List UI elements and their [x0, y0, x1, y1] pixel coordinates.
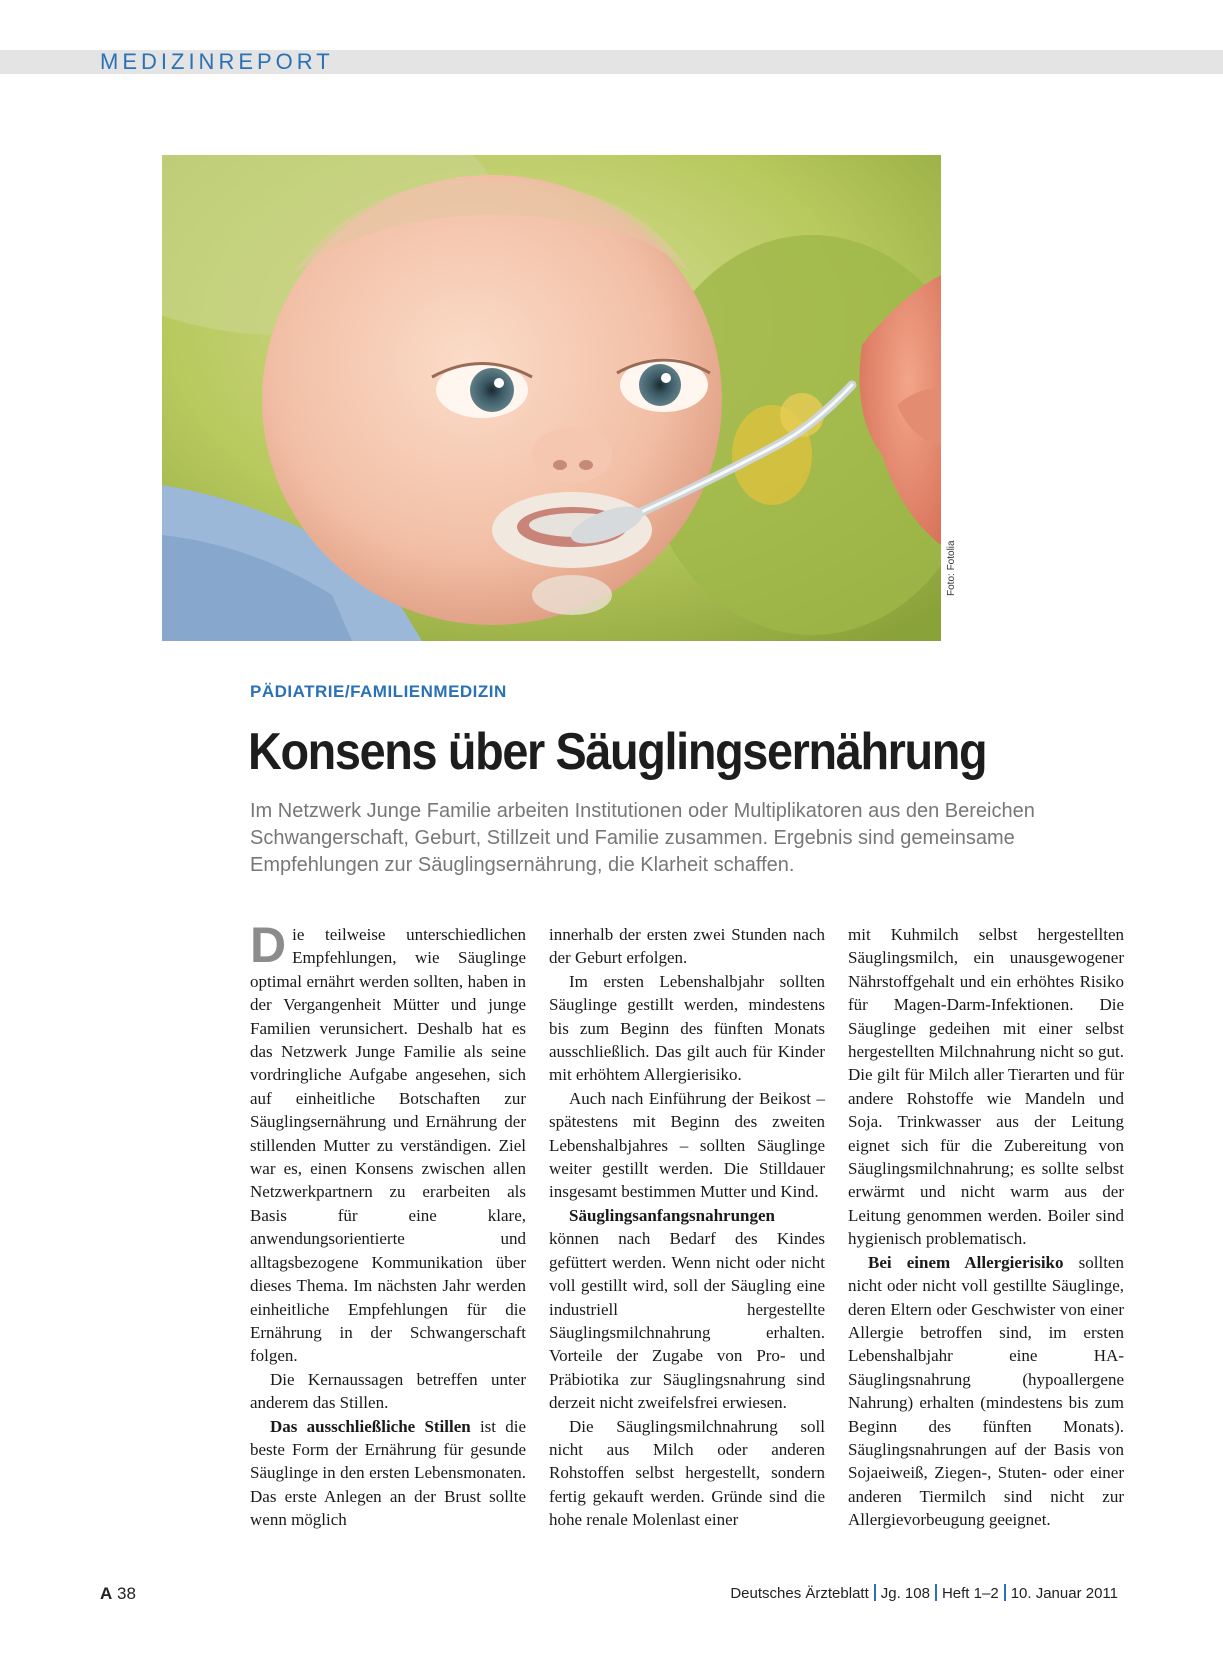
article-column-3 [848, 923, 1124, 1532]
paragraph: innerhalb der ersten zwei Stunden nach der Geburt erfolgen. [549, 925, 825, 968]
page-prefix: A [100, 1584, 113, 1603]
journal-volume: Jg. 108 [880, 1585, 930, 1602]
page-number-value: 38 [117, 1584, 136, 1603]
separator [935, 1584, 937, 1601]
paragraph [250, 917, 526, 1368]
article-column-2 [549, 923, 825, 1532]
section-label: MEDIZINREPORT [100, 49, 334, 74]
paragraph-text: können nach Bedarf des Kindes gefüttert werden. Wenn nicht oder nicht voll gestillt wird, soll der Säugling eine industriell hergestellte Säuglingsmilchnahrung erhalten. Vorteile der Zugabe von Pro- und Präbiotika zur Säuglingsnahrung sind derzeit nicht zweifelsfrei erwiesen. [549, 1229, 825, 1413]
paragraph [848, 1251, 1124, 1532]
paragraph [250, 1415, 526, 1532]
article-kicker: PÄDIATRIE/FAMILIENMEDIZIN [250, 682, 507, 701]
journal-footer [730, 1584, 1118, 1602]
separator [874, 1584, 876, 1601]
separator [1004, 1584, 1006, 1601]
article-headline: Konsens über Säuglingsernährung [248, 723, 987, 781]
paragraph: Auch nach Einführung der Beikost – spätestens mit Beginn des zweiten Lebenshalbjahres – sollten Säuglinge weiter gestillt werden. Die Stilldauer insgesamt bestimmen Mutter und Kind. [549, 1088, 825, 1202]
article-lead: Im Netzwerk Junge Familie arbeiten Institutionen oder Multiplikatoren aus den Bereichen Schwangerschaft, Geburt, Stillzeit und Familie zusammen. Ergebnis sind gemeinsame Empfehlungen zur Säuglingsernährung, die Klarheit schaffen. [250, 800, 1035, 876]
paragraph-lead-in: Säuglingsanfangsnahrungen [569, 1205, 775, 1225]
paragraph [549, 1204, 825, 1415]
photo-credit: Foto: Fotolia [946, 540, 957, 596]
article-photo [162, 155, 941, 641]
page-number [100, 1584, 136, 1604]
paragraph: mit Kuhmilch selbst hergestellten Säuglingsmilch, ein unausgewogener Nährstoffgehalt und ein erhöhtes Risiko für Magen-Darm-Infektionen. Die Säuglinge gedeihen mit einer selbst hergestellten Milchnahrung nicht so gut. Die gilt für Milch aller Tierarten und für andere Rohstoffe wie Mandeln und Soja. Trinkwasser aus der Leitung eignet sich für die Zubereitung von Säuglingsmilchnahrung; es sollte selbst erwärmt und nicht warm aus der Leitung genommen werden. Boiler sind hygienisch problematisch. [848, 925, 1124, 1249]
paragraph-text: sollten nicht oder nicht voll gestillte Säuglinge, deren Eltern oder Geschwister von einer Allergie betroffen sind, im ersten Lebenshalbjahr eine HA-Säuglingsnahrung (hypoallergene Nahrung) erhalten (mindestens bis zum Beginn des fünften Monats). Säuglingsnahrungen auf der Basis von Sojaeiweiß, Ziegen-, Stuten- oder einer anderen Tiermilch sind nicht zur Allergievorbeugung geeignet. [848, 1252, 1124, 1530]
paragraph: Die Kernaussagen betreffen unter anderem das Stillen. [250, 1369, 526, 1413]
journal-date: 10. Januar 2011 [1010, 1585, 1118, 1602]
paragraph-lead-in: Bei einem Allergierisiko [868, 1252, 1064, 1272]
photo-baby-spoon-icon [162, 155, 941, 641]
drop-cap: D [250, 917, 287, 973]
article-column-1 [250, 917, 526, 1532]
paragraph-lead-in: Das ausschließliche Stillen [270, 1416, 471, 1436]
journal-name: Deutsches Ärzteblatt [730, 1585, 869, 1602]
paragraph: Die Säuglingsmilchnahrung soll nicht aus Milch oder anderen Rohstoffen selbst hergestellt, sondern fertig gekauft werden. Gründe sind die hohe renale Molenlast einer [549, 1416, 825, 1530]
paragraph-text: ist die beste Form der Ernährung für gesunde Säuglinge in den ersten Lebensmonaten. Das erste Anlegen an der Brust sollte wenn möglich [250, 1416, 526, 1530]
journal-issue: Heft 1–2 [941, 1585, 999, 1602]
paragraph-text: ie teilweise unterschiedlichen Empfehlungen, wie Säuglinge optimal ernährt werden sollten, haben in der Vergangenheit Mütter und junge Familien verunsichert. Deshalb hat es das Netzwerk Junge Familie als seine vordringliche Aufgabe angesehen, sich auf einheitliche Botschaften zur Säuglingsernährung und Ernährung der stillenden Mutter zu verständigen. Ziel war es, einen Konsens zwischen allen Netzwerkpartnern zu erarbeiten als Basis für eine klare, anwendungsorientierte und alltagsbezogene Kommunikation über dieses Thema. Im nächsten Jahr werden einheitliche Empfehlungen für die Ernährung in der Schwangerschaft folgen. [250, 925, 526, 1366]
paragraph: Im ersten Lebenshalbjahr sollten Säuglinge gestillt werden, mindestens bis zum Beginn des fünften Monats ausschließlich. Das gilt auch für Kinder mit erhöhtem Allergierisiko. [549, 971, 825, 1085]
